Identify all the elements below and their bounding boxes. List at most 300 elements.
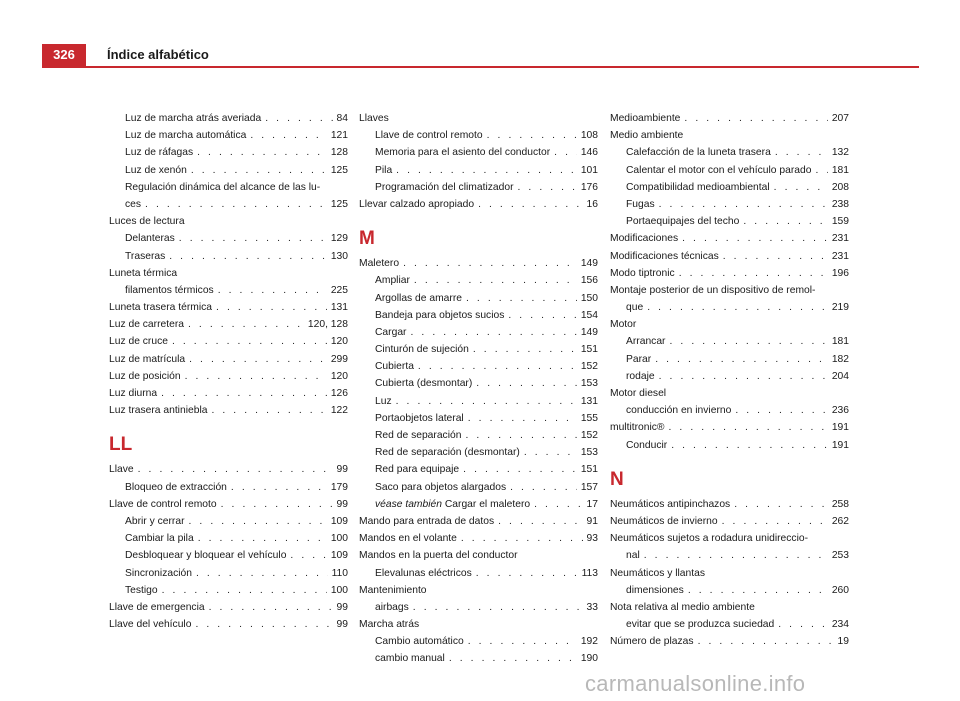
page-reference: 110 — [331, 567, 348, 579]
page-reference: 150 — [580, 292, 598, 304]
entry-term: Luneta trasera térmica — [109, 302, 213, 314]
index-entry — [109, 405, 348, 422]
leader-dots — [161, 388, 327, 399]
entry-term: Luz diurna — [109, 388, 158, 399]
leader-dots — [743, 216, 827, 227]
page-reference: 155 — [580, 412, 598, 424]
page-reference: 100 — [330, 533, 348, 545]
page-reference: 125 — [330, 198, 348, 210]
page-reference: 152 — [580, 361, 598, 373]
index-entry — [359, 182, 598, 199]
leader-dots — [659, 371, 828, 382]
entry-term: dimensiones — [626, 584, 684, 596]
index-heading: Luneta térmica — [109, 267, 178, 279]
page-reference: 152 — [580, 430, 598, 441]
entry-term: Luz de posición — [109, 370, 181, 382]
entry-term: Argollas de amarre — [375, 292, 462, 304]
index-entry — [610, 251, 849, 268]
entry-term: Conducir — [626, 439, 668, 451]
leader-dots — [209, 602, 333, 613]
page-reference: 84 — [336, 113, 348, 124]
entry-term: Neumáticos de invierno — [610, 515, 718, 527]
leader-dots — [669, 422, 828, 433]
index-entry — [109, 130, 348, 147]
page-reference: 113 — [581, 567, 598, 579]
index-entry — [610, 636, 849, 653]
section-letter: LL — [109, 434, 133, 456]
entry-term: Fugas — [626, 198, 655, 210]
leader-dots — [510, 482, 577, 493]
index-entry — [610, 268, 849, 285]
page-reference: 33 — [586, 601, 598, 613]
leader-dots — [216, 302, 327, 313]
leader-dots — [197, 147, 327, 158]
entry-term: multitronic® — [610, 422, 665, 434]
entry-term-text: Cargar el maletero — [444, 498, 531, 510]
entry-term: Llave de emergencia — [109, 601, 205, 613]
page-reference: 179 — [330, 481, 348, 493]
entry-term: Luz trasera antiniebla — [109, 405, 208, 417]
leader-dots — [465, 430, 576, 441]
page-reference: 149 — [580, 326, 598, 338]
page-reference: 153 — [580, 447, 598, 459]
entry-term: Portaobjetos lateral — [375, 412, 464, 424]
page-reference: 146 — [580, 147, 598, 159]
entry-term: Parar — [626, 353, 652, 365]
index-entry — [359, 516, 598, 533]
index-heading: Motor — [610, 319, 637, 331]
entry-term: Modificaciones técnicas — [610, 250, 719, 262]
index-entry — [610, 336, 849, 353]
index-entry — [109, 336, 348, 353]
index-entry — [109, 516, 348, 533]
entry-term — [375, 499, 530, 510]
index-heading: Neumáticos y llantas — [610, 567, 705, 579]
index-entry — [610, 371, 849, 388]
page-reference: 262 — [831, 515, 849, 527]
page-reference: 181 — [831, 164, 849, 176]
index-column-2 — [359, 113, 598, 671]
index-entry — [610, 302, 849, 319]
entry-term: Luz de cruce — [109, 336, 168, 348]
leader-dots — [188, 319, 304, 330]
leader-dots — [476, 378, 577, 389]
page-reference: 99 — [336, 464, 348, 476]
page-reference: 108 — [580, 130, 598, 142]
leader-dots — [775, 147, 828, 158]
leader-dots — [774, 182, 828, 193]
page-reference: 129 — [330, 233, 348, 245]
entry-term: Red de separación (desmontar) — [375, 447, 520, 459]
page-reference: 181 — [831, 336, 849, 348]
index-entry — [610, 405, 849, 422]
index-entry — [109, 550, 348, 567]
entry-term: filamentos térmicos — [125, 284, 214, 296]
page-reference: 253 — [831, 550, 849, 562]
index-entry — [109, 482, 348, 499]
page-reference: 100 — [330, 584, 348, 596]
entry-term: Luz — [375, 395, 392, 407]
index-heading: Montaje posterior de un dispositivo de remol- — [610, 284, 816, 296]
index-entry — [359, 413, 598, 430]
leader-dots — [698, 636, 834, 647]
page-reference: 16 — [586, 198, 598, 210]
leader-dots — [191, 165, 327, 176]
leader-dots — [478, 199, 582, 210]
entry-term: Sincronización — [125, 567, 192, 579]
page-reference: 132 — [831, 147, 849, 159]
page-reference: 109 — [330, 515, 348, 527]
page-reference: 151 — [580, 464, 598, 476]
index-entry — [109, 113, 348, 130]
leader-dots — [659, 199, 828, 210]
page-reference: 231 — [831, 233, 849, 245]
page-reference: 151 — [580, 344, 598, 356]
index-entry — [109, 371, 348, 388]
leader-dots — [414, 275, 577, 286]
leader-dots — [145, 199, 327, 210]
page-reference: 207 — [831, 113, 849, 124]
entry-term: Neumáticos antipinchazos — [610, 498, 731, 510]
index-entry — [359, 568, 598, 585]
entry-term: airbags — [375, 601, 409, 613]
index-heading: Luces de lectura — [109, 216, 185, 228]
index-heading: Llaves — [359, 113, 389, 124]
entry-term: Pila — [375, 164, 393, 176]
entry-term: Abrir y cerrar — [125, 515, 185, 527]
page-reference: 190 — [580, 653, 598, 665]
page-reference: 260 — [831, 584, 849, 596]
page-reference: 299 — [330, 353, 348, 365]
entry-term: nal — [626, 550, 640, 562]
page-reference: 157 — [580, 481, 598, 493]
index-entry — [359, 327, 598, 344]
page-reference: 258 — [831, 498, 849, 510]
leader-dots — [647, 302, 828, 313]
index-heading: Motor diesel — [610, 388, 667, 399]
entry-term: Llave de control remoto — [375, 130, 483, 142]
leader-dots — [476, 568, 578, 579]
page-reference: 131 — [330, 302, 348, 314]
page-reference: 153 — [580, 378, 598, 390]
index-entry — [109, 165, 348, 182]
page-reference: 204 — [831, 370, 849, 382]
page-reference: 225 — [330, 284, 348, 296]
section-letter: M — [359, 228, 375, 250]
leader-dots — [221, 499, 333, 510]
index-entry — [359, 447, 598, 464]
leader-dots — [473, 344, 577, 355]
leader-dots — [196, 568, 328, 579]
leader-dots — [250, 130, 326, 141]
leader-dots — [162, 585, 327, 596]
entry-term: Luz de marcha automática — [125, 130, 247, 142]
leader-dots — [669, 336, 827, 347]
index-entry — [109, 388, 348, 405]
index-entry — [359, 258, 598, 275]
index-entry — [359, 602, 598, 619]
watermark: carmanualsonline.info — [585, 671, 806, 696]
leader-dots — [524, 447, 577, 458]
leader-dots — [265, 113, 332, 124]
index-entry — [359, 275, 598, 292]
page-reference: 19 — [837, 636, 849, 648]
page-reference: 99 — [336, 601, 348, 613]
entry-term: Llevar calzado apropiado — [359, 198, 475, 210]
index-entry — [109, 319, 348, 336]
entry-term: Llave del vehículo — [109, 619, 192, 631]
header-rule — [42, 66, 919, 68]
index-entry — [359, 482, 598, 499]
entry-term: Cambiar la pila — [125, 533, 194, 545]
index-entry — [109, 285, 348, 302]
page-title: Índice alfabético — [107, 47, 209, 62]
index-entry — [109, 464, 348, 481]
entry-term: Luz de xenón — [125, 164, 187, 176]
leader-dots — [679, 268, 828, 279]
index-entry — [359, 361, 598, 378]
entry-term: Cambio automático — [375, 636, 464, 648]
page-reference: 192 — [580, 636, 598, 648]
index-entry — [359, 533, 598, 550]
entry-term: Portaequipajes del techo — [626, 216, 740, 228]
page-reference: 17 — [586, 498, 598, 510]
page-reference: 121 — [330, 130, 348, 142]
entry-term: Saco para objetos alargados — [375, 481, 507, 493]
leader-dots — [198, 533, 327, 544]
index-entry — [109, 251, 348, 268]
index-entry — [610, 619, 849, 636]
page-reference: 91 — [586, 515, 598, 527]
index-entry — [109, 499, 348, 516]
entry-term: Programación del climatizador — [375, 181, 514, 193]
entry-term: conducción en invierno — [626, 405, 732, 417]
entry-term: Cinturón de sujeción — [375, 344, 469, 356]
index-entry — [109, 619, 348, 636]
index-entry — [359, 310, 598, 327]
index-entry — [109, 568, 348, 585]
page-reference: 130 — [330, 250, 348, 262]
entry-term: Calentar el motor con el vehículo parado — [626, 164, 812, 176]
index-entry — [109, 199, 348, 216]
index-entry — [359, 344, 598, 361]
leader-dots — [723, 251, 828, 262]
index-heading: Nota relativa al medio ambiente — [610, 601, 755, 613]
index-column-1 — [109, 113, 348, 636]
leader-dots — [189, 516, 327, 527]
index-entry — [109, 585, 348, 602]
page-reference: 120 — [330, 336, 348, 348]
index-entry — [359, 130, 598, 147]
entry-term: Modificaciones — [610, 233, 679, 245]
leader-dots — [138, 464, 333, 475]
index-entry — [359, 464, 598, 481]
entry-term: Ampliar — [375, 275, 410, 287]
leader-dots — [195, 619, 332, 630]
entry-term: Delanteras — [125, 233, 175, 245]
index-entry — [610, 113, 849, 130]
entry-term: Desbloquear y bloquear el vehículo — [125, 550, 287, 562]
page-reference: 238 — [831, 198, 849, 210]
entry-term: Mando para entrada de datos — [359, 515, 495, 527]
leader-dots — [688, 585, 828, 596]
index-entry — [109, 302, 348, 319]
index-entry — [610, 147, 849, 164]
entry-term: Luz de matrícula — [109, 353, 186, 365]
index-entry — [109, 233, 348, 250]
index-entry — [610, 550, 849, 567]
leader-dots — [413, 602, 583, 613]
entry-term: Red de separación — [375, 430, 462, 441]
leader-dots — [449, 653, 577, 664]
leader-dots — [403, 258, 577, 269]
leader-dots — [211, 405, 326, 416]
leader-dots — [684, 113, 827, 124]
leader-dots — [185, 371, 327, 382]
leader-dots — [498, 516, 582, 527]
index-entry — [610, 440, 849, 457]
leader-dots — [461, 533, 583, 544]
entry-term: Elevalunas eléctricos — [375, 567, 472, 579]
page-reference: 154 — [580, 309, 598, 321]
leader-dots — [815, 165, 827, 176]
page-reference: 149 — [580, 258, 598, 270]
page-reference: 125 — [330, 164, 348, 176]
entry-term: Cubierta — [375, 361, 414, 373]
page-reference: 122 — [330, 405, 348, 417]
leader-dots — [172, 336, 327, 347]
leader-dots — [179, 233, 327, 244]
entry-term: que — [626, 302, 644, 314]
entry-term: Llave de control remoto — [109, 498, 217, 510]
index-heading: Mantenimiento — [359, 584, 427, 596]
leader-dots — [410, 327, 576, 338]
leader-dots — [466, 293, 577, 304]
leader-dots — [463, 464, 577, 475]
entry-term: Bloqueo de extracción — [125, 481, 227, 493]
index-entry — [359, 378, 598, 395]
entry-term: Medioambiente — [610, 113, 681, 124]
index-entry — [610, 585, 849, 602]
page-reference: 99 — [336, 619, 348, 631]
index-entry — [359, 499, 598, 516]
index-column-3 — [610, 113, 849, 653]
leader-dots — [722, 516, 828, 527]
index-entry — [359, 653, 598, 670]
page-reference: 120 — [330, 370, 348, 382]
leader-dots — [468, 413, 577, 424]
index-heading: Regulación dinámica del alcance de las lu- — [125, 181, 321, 193]
leader-dots — [396, 396, 577, 407]
leader-dots — [508, 310, 576, 321]
index-heading: Neumáticos sujetos a rodadura unidireccio- — [610, 533, 809, 545]
entry-term: evitar que se produzca suciedad — [626, 619, 775, 631]
leader-dots — [169, 251, 327, 262]
index-entry — [610, 354, 849, 371]
entry-term: Compatibilidad medioambiental — [626, 181, 770, 193]
index-entry — [359, 396, 598, 413]
page-number: 326 — [42, 44, 86, 66]
leader-dots — [778, 619, 828, 630]
index-entry — [610, 182, 849, 199]
entry-term: Luz de carretera — [109, 319, 184, 331]
leader-dots — [189, 354, 327, 365]
leader-dots — [671, 440, 828, 451]
leader-dots — [534, 499, 582, 510]
index-heading: Medio ambiente — [610, 130, 684, 142]
entry-term: Memoria para el asiento del conductor — [375, 147, 551, 159]
page-reference: 99 — [336, 498, 348, 510]
leader-dots — [218, 285, 327, 296]
leader-dots — [554, 147, 577, 158]
entry-term: Cargar — [375, 326, 407, 338]
page-reference: 93 — [586, 533, 598, 545]
page-reference: 191 — [831, 422, 849, 434]
leader-dots — [290, 550, 326, 561]
leader-dots — [734, 499, 828, 510]
leader-dots — [231, 482, 327, 493]
index-entry — [610, 422, 849, 439]
index-heading: Marcha atrás — [359, 619, 420, 631]
entry-term: ces — [125, 198, 142, 210]
index-entry — [610, 165, 849, 182]
page-reference: 120, 128 — [307, 319, 348, 331]
page-reference: 231 — [831, 250, 849, 262]
page-reference: 191 — [831, 439, 849, 451]
index-entry — [610, 216, 849, 233]
entry-term: Luz de ráfagas — [125, 147, 194, 159]
page-reference: 234 — [831, 619, 849, 631]
index-entry — [359, 430, 598, 447]
entry-term: Arrancar — [626, 336, 666, 348]
leader-dots — [735, 405, 827, 416]
section-letter: N — [610, 468, 624, 490]
page-reference: 109 — [330, 550, 348, 562]
leader-dots — [655, 354, 828, 365]
page-reference: 156 — [580, 275, 598, 287]
index-entry — [359, 165, 598, 182]
entry-term: Testigo — [125, 584, 158, 596]
entry-term: cambio manual — [375, 653, 445, 665]
index-entry — [109, 354, 348, 371]
entry-term: Red para equipaje — [375, 464, 460, 476]
entry-term: Calefacción de la luneta trasera — [626, 147, 771, 159]
page-reference: 101 — [580, 164, 598, 176]
index-entry — [359, 147, 598, 164]
page-reference: 131 — [580, 395, 598, 407]
entry-term: Número de plazas — [610, 636, 694, 648]
entry-term: Maletero — [359, 258, 400, 270]
entry-term: Modo tiptronic — [610, 267, 675, 279]
index-entry — [610, 233, 849, 250]
entry-term: Luz de marcha atrás averiada — [125, 113, 262, 124]
entry-term: Bandeja para objetos sucios — [375, 309, 505, 321]
entry-term: rodaje — [626, 370, 655, 382]
index-entry — [610, 516, 849, 533]
leader-dots — [468, 636, 577, 647]
leader-dots — [396, 165, 577, 176]
page-reference: 182 — [831, 353, 849, 365]
page-reference: 219 — [831, 302, 849, 314]
index-entry — [109, 533, 348, 550]
index-entry — [109, 147, 348, 164]
leader-dots — [418, 361, 577, 372]
leader-dots — [682, 233, 828, 244]
entry-term: Mandos en el volante — [359, 533, 457, 545]
index-entry — [359, 293, 598, 310]
page-reference: 176 — [580, 181, 598, 193]
page-reference: 159 — [831, 216, 849, 228]
